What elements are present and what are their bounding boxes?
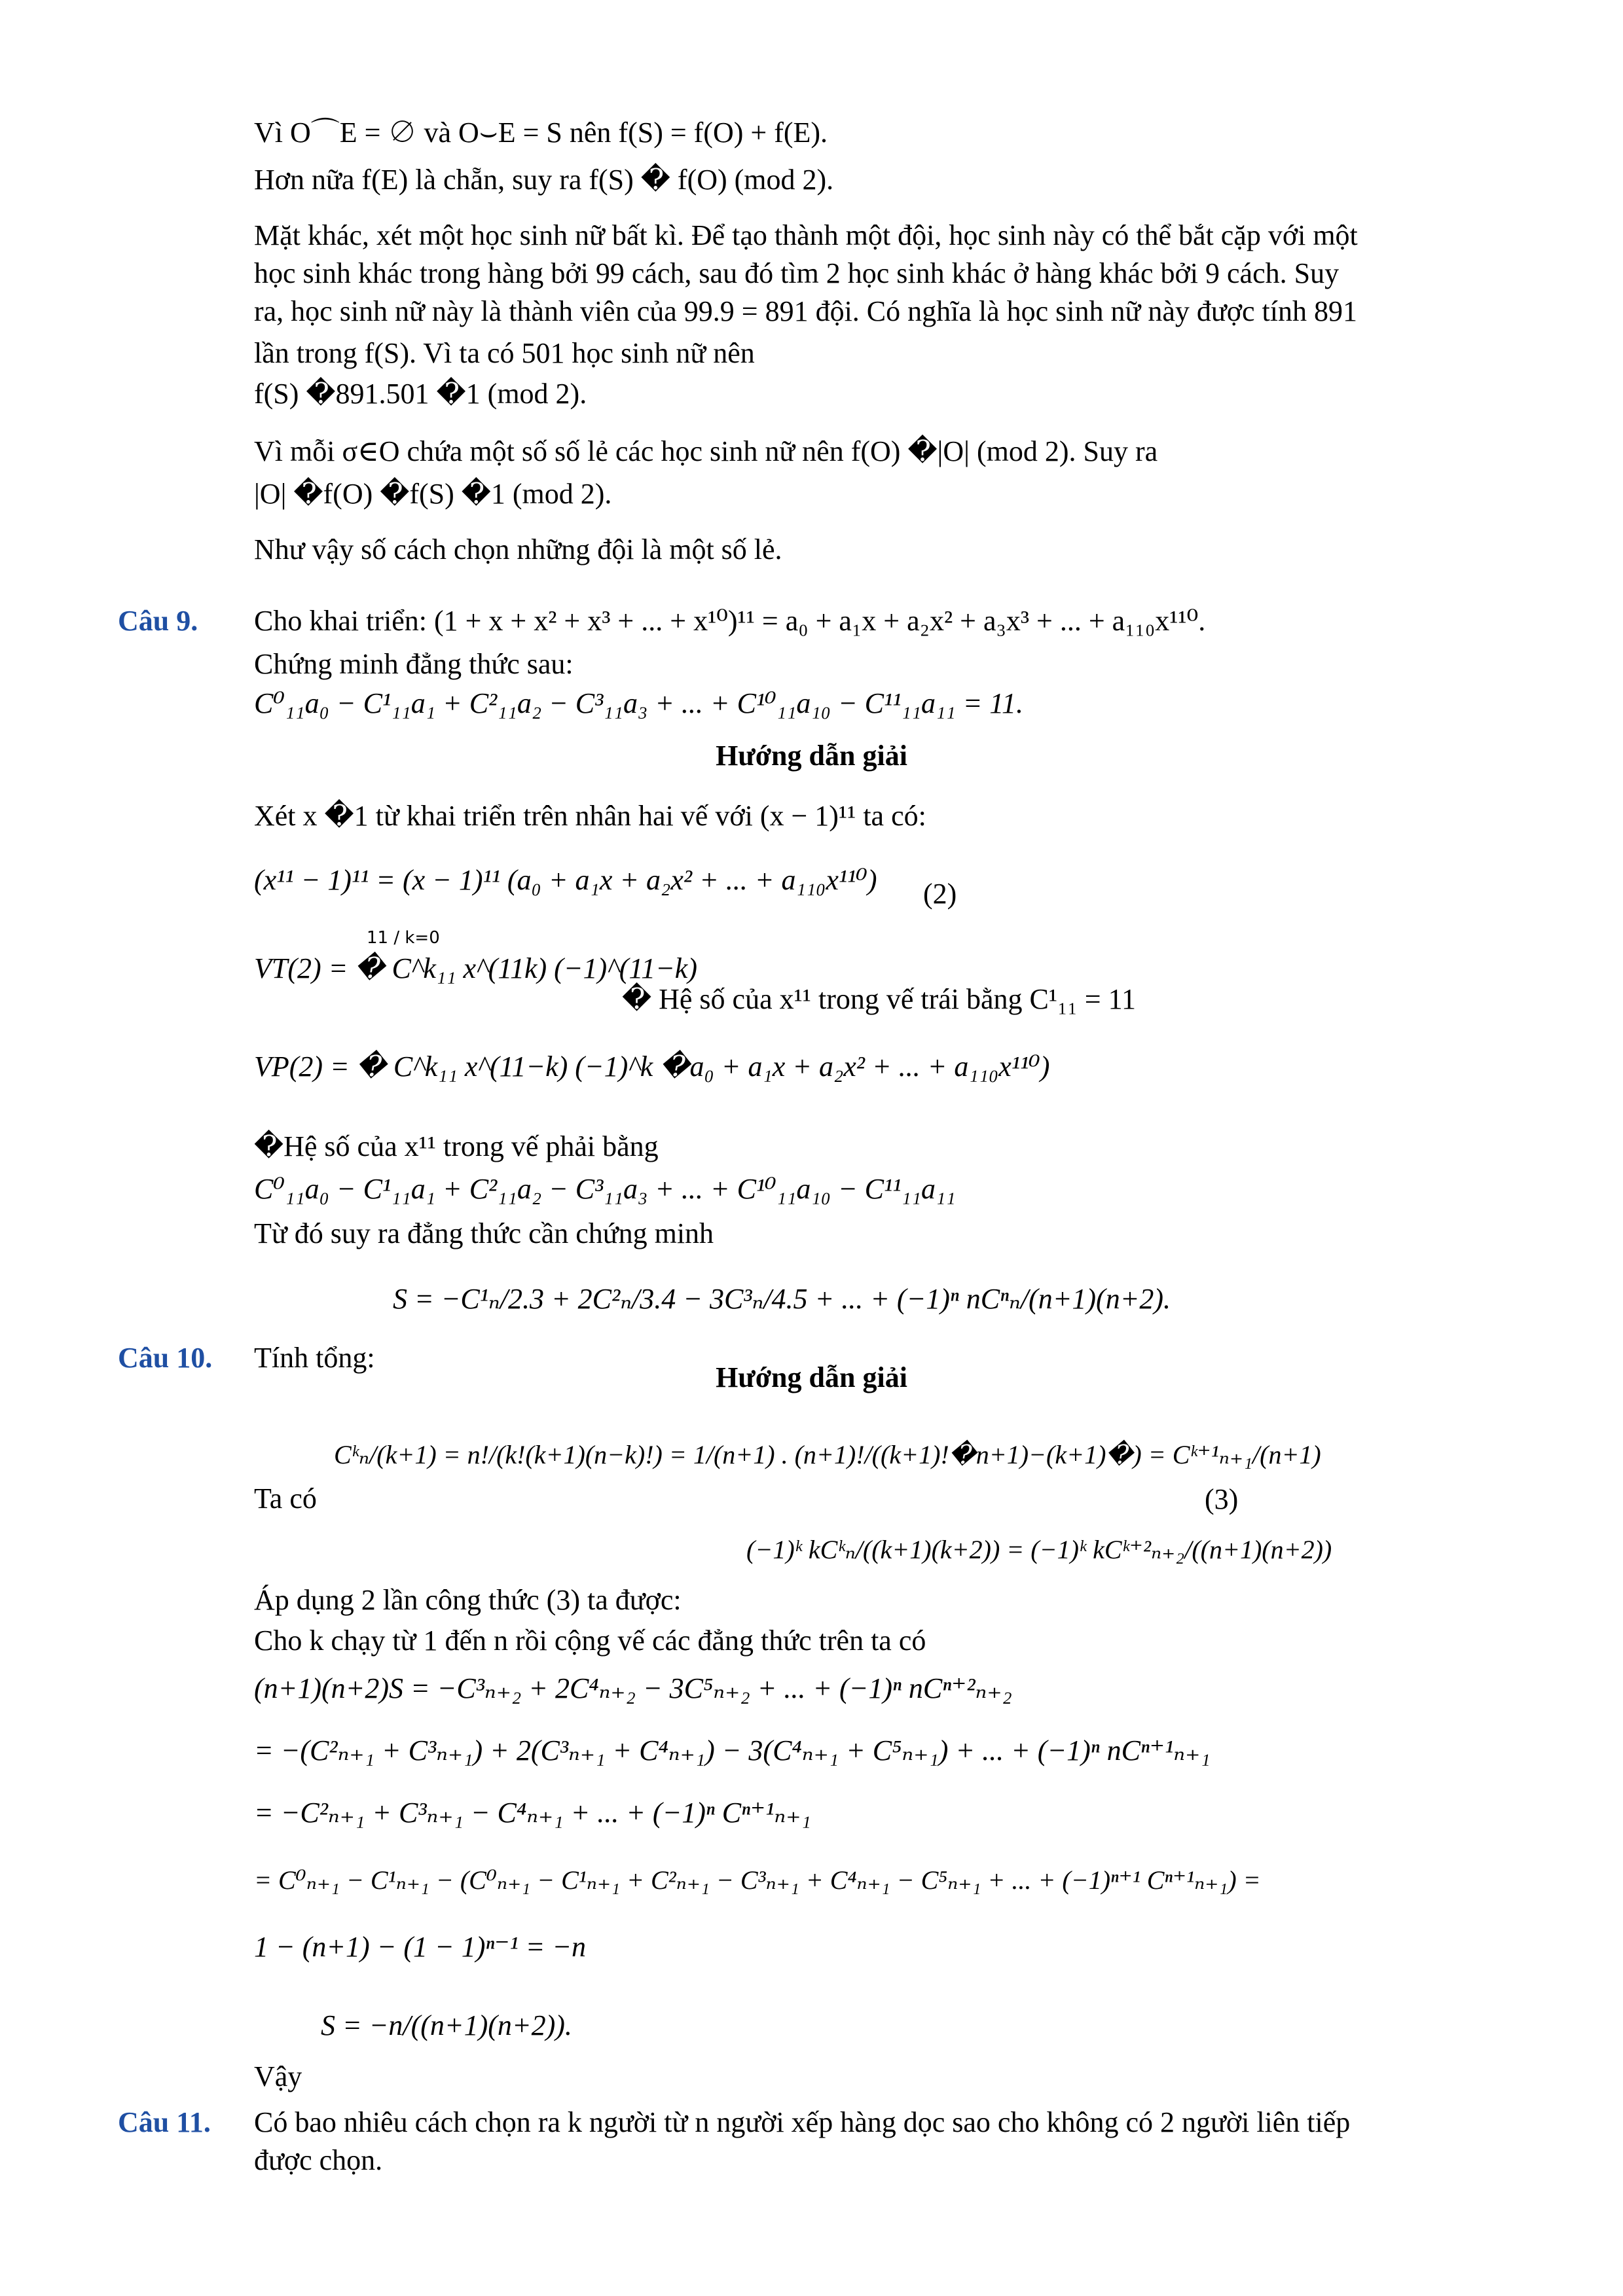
paragraph-line: �Hệ số của x¹¹ trong vế phải bằng — [254, 1130, 659, 1162]
paragraph-line: được chọn. — [254, 2144, 383, 2176]
question-label: Câu 10. — [118, 1342, 213, 1374]
equation-tag: (2) — [923, 878, 957, 910]
paragraph-line: Vì mỗi σ∈O chứa một số số lẻ các học sinh nữ nên f(O) �|O| (mod 2). Suy ra — [254, 435, 1158, 467]
question-text: Tính tổng: — [254, 1342, 375, 1374]
formula-line: (−1)ᵏ kCᵏₙ/((k+1)(k+2)) = (−1)ᵏ kCᵏ⁺²ₙ₊₂/((n+1)(n+2)) — [746, 1535, 1332, 1564]
formula-line: S = −C¹ₙ/2.3 + 2C²ₙ/3.4 − 3C³ₙ/4.5 + ... + (−1)ⁿ nCⁿₙ/(n+1)(n+2). — [393, 1283, 1171, 1315]
paragraph-line: lần trong f(S). Vì ta có 501 học sinh nữ nên — [254, 337, 755, 369]
formula-line: C⁰₁₁a₀ − C¹₁₁a₁ + C²₁₁a₂ − C³₁₁a₃ + ... + C¹⁰₁₁a₁₀ − C¹¹₁₁a₁₁ = 11. — [254, 687, 1024, 719]
formula-line: C⁰₁₁a₀ − C¹₁₁a₁ + C²₁₁a₂ − C³₁₁a₃ + ... + C¹⁰₁₁a₁₀ − C¹¹₁₁a₁₁ — [254, 1173, 956, 1205]
paragraph-line: học sinh khác trong hàng bởi 99 cách, sau đó tìm 2 học sinh khác ở hàng khác bởi 9 cách. Suy — [254, 257, 1340, 289]
paragraph-line: Từ đó suy ra đẳng thức cần chứng minh — [254, 1217, 714, 1249]
paragraph-line: Áp dụng 2 lần công thức (3) ta được: — [254, 1584, 682, 1616]
formula-line: (n+1)(n+2)S = −C³ₙ₊₂ + 2C⁴ₙ₊₂ − 3C⁵ₙ₊₂ + ... + (−1)ⁿ nCⁿ⁺²ₙ₊₂ — [254, 1672, 1012, 1704]
paragraph-line: Cho k chạy từ 1 đến n rồi cộng vế các đẳng thức trên ta có — [254, 1624, 926, 1657]
solution-heading: Hướng dẫn giải — [716, 1361, 907, 1393]
equation-tag: (3) — [1205, 1483, 1239, 1515]
paragraph-line: |O| �f(O) �f(S) �1 (mod 2). — [254, 478, 612, 510]
question-label: Câu 9. — [118, 605, 198, 637]
paragraph-line: Vậy — [254, 2060, 302, 2092]
formula-line: VP(2) = � C^k₁₁ x^(11−k) (−1)^k �a₀ + a₁x + a₂x² + ... + a₁₁₀x¹¹⁰) — [254, 1050, 1050, 1083]
formula-line: = −(C²ₙ₊₁ + C³ₙ₊₁) + 2(C³ₙ₊₁ + C⁴ₙ₊₁) − 3(C⁴ₙ₊₁ + C⁵ₙ₊₁) + ... + (−1)ⁿ nCⁿ⁺¹ₙ₊₁ — [254, 1734, 1211, 1767]
question-label: Câu 11. — [118, 2106, 211, 2138]
paragraph-line: Chứng minh đẳng thức sau: — [254, 648, 574, 680]
paragraph-line: Hơn nữa f(E) là chẵn, suy ra f(S) � f(O) (mod 2). — [254, 164, 834, 196]
formula-line: Cᵏₙ/(k+1) = n!/(k!(k+1)(n−k)!) = 1/(n+1) . (n+1)!/((k+1)!�n+1)−(k+1)�) = Cᵏ⁺¹ₙ₊₁/(n+1) — [334, 1440, 1321, 1469]
paragraph-line: Mặt khác, xét một học sinh nữ bất kì. Để tạo thành một đội, học sinh này có thể bắt cặp với một — [254, 219, 1358, 251]
paragraph-line: Xét x �1 từ khai triển trên nhân hai vế với (x − 1)¹¹ ta có: — [254, 800, 926, 832]
solution-heading: Hướng dẫn giải — [716, 740, 907, 772]
question-text: Có bao nhiêu cách chọn ra k người từ n người xếp hàng dọc sao cho không có 2 người liên tiếp — [254, 2106, 1351, 2138]
formula-line: S = −n/((n+1)(n+2)). — [321, 2009, 572, 2041]
formula-line: (x¹¹ − 1)¹¹ = (x − 1)¹¹ (a₀ + a₁x + a₂x² + ... + a₁₁₀x¹¹⁰) — [254, 864, 877, 896]
paragraph-line: f(S) �891.501 �1 (mod 2). — [254, 378, 587, 410]
formula-line: = −C²ₙ₊₁ + C³ₙ₊₁ − C⁴ₙ₊₁ + ... + (−1)ⁿ Cⁿ⁺¹ₙ₊₁ — [254, 1797, 811, 1829]
paragraph-line: ra, học sinh nữ này là thành viên của 99.9 = 891 đội. Có nghĩa là học sinh nữ này được tính 891 — [254, 295, 1357, 327]
sum-limits: 11 / k=0 — [367, 928, 440, 948]
formula-line: 1 − (n+1) − (1 − 1)ⁿ⁻¹ = −n — [254, 1931, 587, 1963]
formula-line: � Hệ số của x¹¹ trong vế trái bằng C¹₁₁ = 11 — [622, 983, 1136, 1015]
paragraph-line: Ta có — [254, 1482, 317, 1515]
formula-line: VT(2) = � C^k₁₁ x^(11k) (−1)^(11−k) — [254, 952, 697, 984]
question-text: Cho khai triển: (1 + x + x² + x³ + ... + x¹⁰)¹¹ = a₀ + a₁x + a₂x² + a₃x³ + ... + a₁₁₀x¹¹⁰. — [254, 605, 1206, 637]
formula-line: = C⁰ₙ₊₁ − C¹ₙ₊₁ − (C⁰ₙ₊₁ − C¹ₙ₊₁ + C²ₙ₊₁ − C³ₙ₊₁ + C⁴ₙ₊₁ − C⁵ₙ₊₁ + ... + (−1)ⁿ⁺¹ Cⁿ⁺¹ₙ₊₁) = — [254, 1865, 1261, 1895]
paragraph-line: Vì O⌒E = ∅ và O⌣E = S nên f(S) = f(O) + f(E). — [254, 117, 828, 149]
paragraph-line: Như vậy số cách chọn những đội là một số lẻ. — [254, 533, 782, 565]
